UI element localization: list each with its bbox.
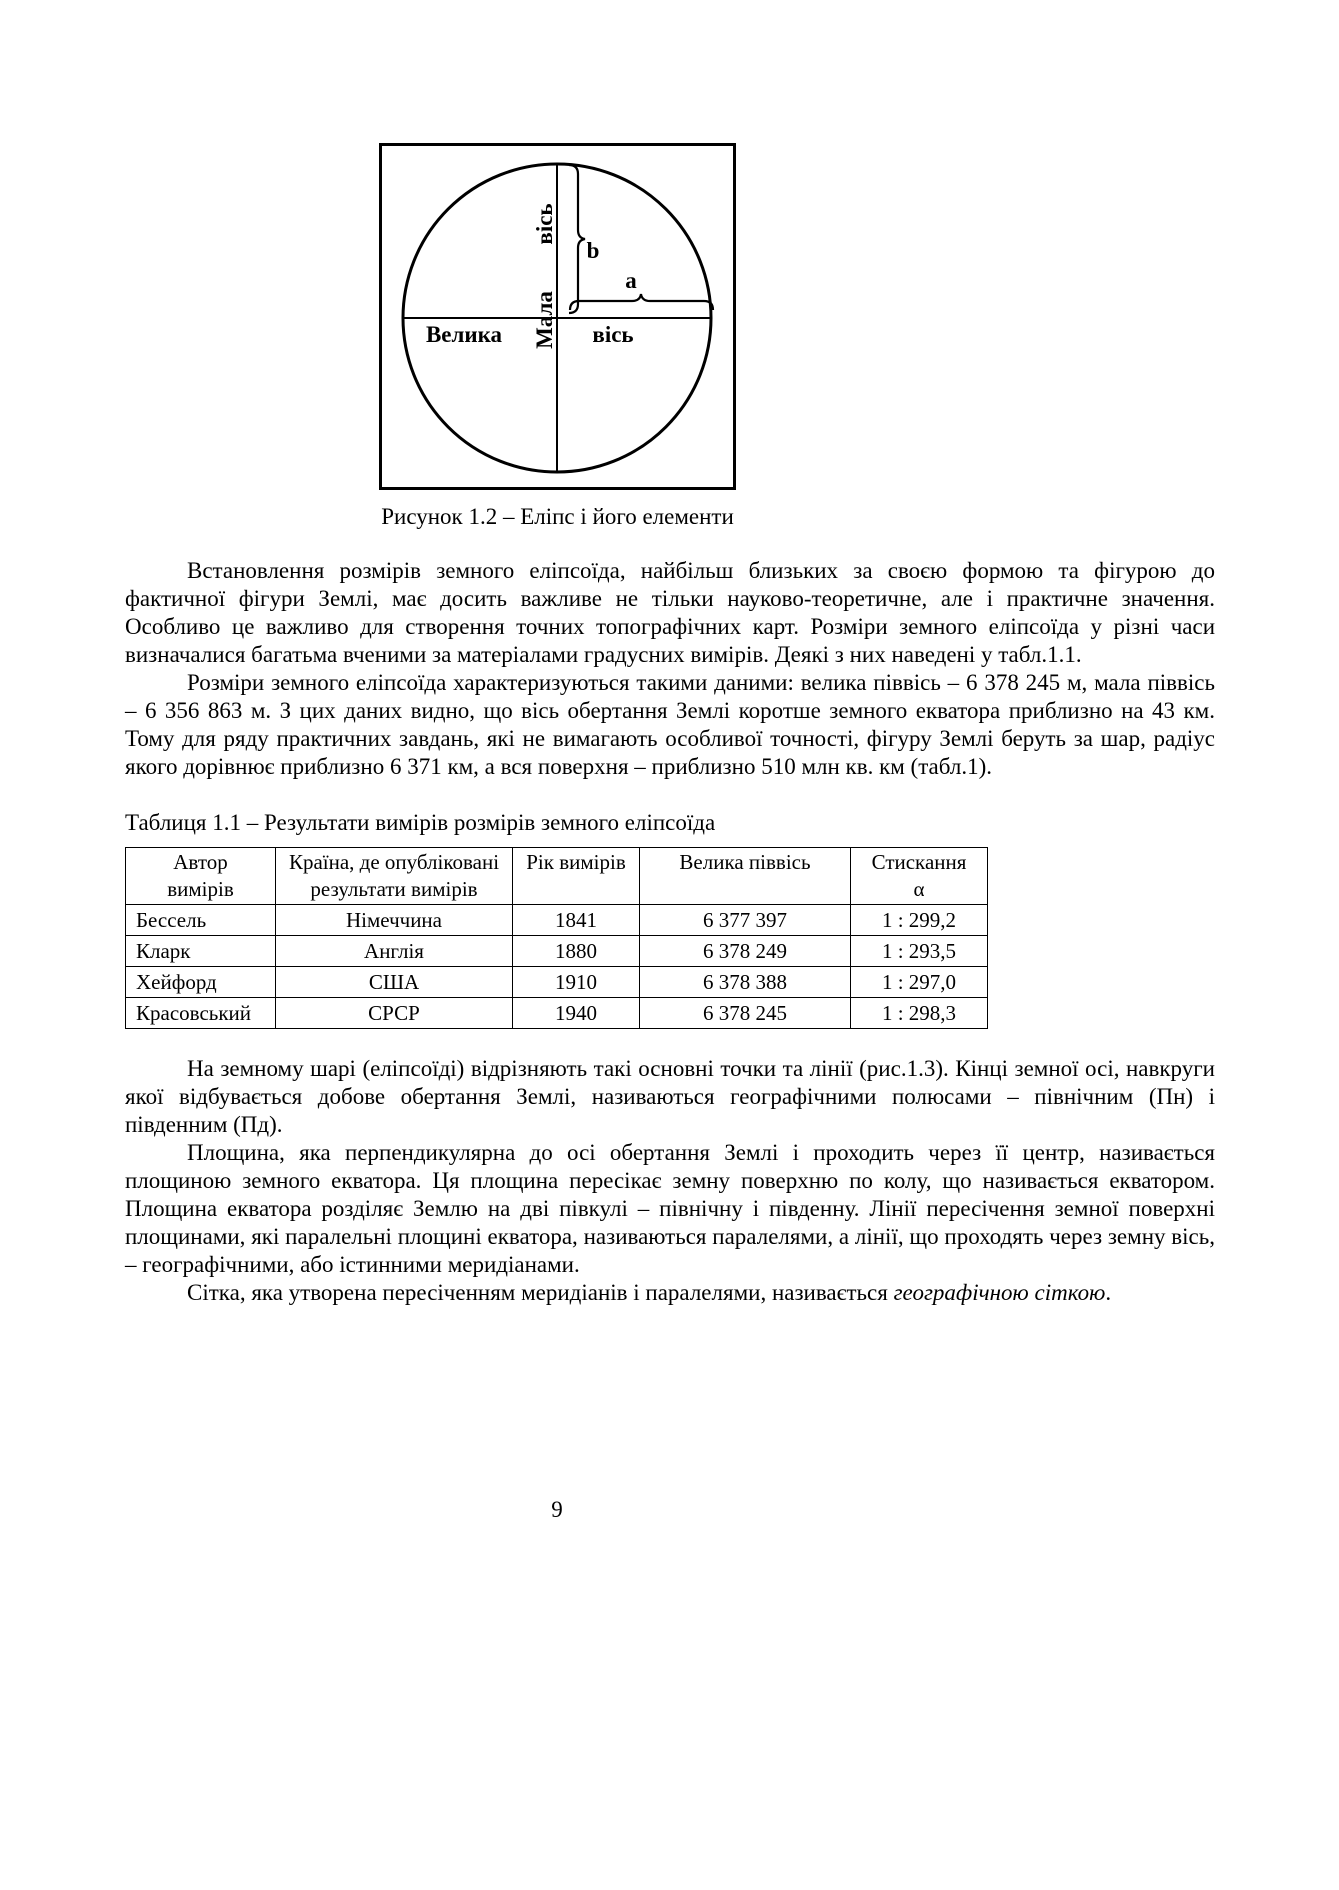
col-header-author-line1: Автор	[173, 850, 228, 874]
cell-flattening: 1 : 299,2	[851, 905, 988, 936]
cell-flattening: 1 : 293,5	[851, 936, 988, 967]
paragraph-1: Встановлення розмірів земного еліпсоїда, найбільш близьких за своєю формою та фігурою до фактичної фігури Землі, має досить важливе не тільки науково-теоретичне, але і практичне значення. Особливо це важливо для створення точних топографічних карт. Розміри земного еліпсоїда у різні часи визначалися багатьма вченими за матеріалами градусних вимірів. Деякі з них наведені у табл.1.1.	[125, 558, 1215, 667]
paragraph-5-italic-term: географічною сіткою	[893, 1280, 1106, 1305]
minor-axis-label-lower: Мала	[532, 291, 557, 349]
cell-author: Бессель	[126, 905, 276, 936]
paragraph-5-text: Сітка, яка утворена пересіченням меридіанів і паралелями, називається	[187, 1280, 894, 1305]
brace-a	[570, 294, 713, 310]
paragraph-5-period: .	[1105, 1280, 1112, 1305]
table-header-row	[126, 848, 988, 905]
semi-major-label-a: a	[625, 268, 637, 293]
table-row	[126, 967, 988, 998]
table-caption: Таблиця 1.1 – Результати вимірів розмірів земного еліпсоїда	[125, 810, 716, 835]
measurements-table	[125, 847, 988, 1029]
col-header-year-line1: Рік вимірів	[526, 850, 626, 874]
table-row	[126, 936, 988, 967]
col-header-semiaxis-line1: Велика піввісь	[679, 850, 811, 874]
cell-country: СРСР	[276, 998, 513, 1029]
paragraph-4: Площина, яка перпендикулярна до осі обертання Землі і проходить через її центр, називається площиною земного екватора. Ця площина пересікає земну поверхню по колу, що називається екватором. Площина екватора розділяє Землю на дві півкулі – північну і південну. Лінії пересічення земної поверхні площинами, які паралельні площині екватора, називаються паралелями, а лінії, що проходять через земну вісь, – географічними, або істинними меридіанами.	[125, 1140, 1215, 1277]
col-header-country	[276, 848, 513, 905]
col-header-country-line1: Країна, де опубліковані	[288, 850, 500, 874]
col-header-year	[513, 848, 640, 905]
cell-year: 1880	[513, 936, 640, 967]
cell-country: Англія	[276, 936, 513, 967]
cell-flattening: 1 : 298,3	[851, 998, 988, 1029]
ellipse-figure-frame	[379, 143, 736, 490]
figure-block	[379, 143, 736, 530]
cell-country: США	[276, 967, 513, 998]
minor-axis-label-upper: вісь	[532, 203, 557, 245]
cell-semiaxis: 6 378 245	[640, 998, 851, 1029]
col-header-flattening-line1: Стискання	[871, 850, 967, 874]
col-header-author-line2: вимірів	[167, 877, 234, 901]
major-axis-label-left: Велика	[425, 322, 503, 347]
cell-year: 1841	[513, 905, 640, 936]
cell-country: Німеччина	[276, 905, 513, 936]
cell-year: 1940	[513, 998, 640, 1029]
cell-author: Красовський	[126, 998, 276, 1029]
cell-semiaxis: 6 377 397	[640, 905, 851, 936]
figure-caption: Рисунок 1.2 – Еліпс і його елементи	[381, 504, 734, 529]
cell-author: Хейфорд	[126, 967, 276, 998]
semi-minor-label-b: b	[586, 238, 600, 263]
col-header-flattening	[851, 848, 988, 905]
major-axis-label-right: вісь	[592, 322, 634, 347]
col-header-country-line2: результати вимірів	[310, 877, 478, 901]
col-header-flattening-line2: α	[913, 877, 925, 901]
col-header-semiaxis	[640, 848, 851, 905]
paragraph-2: Розміри земного еліпсоїда характеризуються такими даними: велика піввісь – 6 378 245 м, мала піввісь – 6 356 863 м. З цих даних видно, що вісь обертання Землі коротше земного екватора приблизно на 43 км. Тому для ряду практичних завдань, які не вимагають особливої точності, фігуру Землі беруть за шар, радіус якого дорівнює приблизно 6 371 км, а вся поверхня – приблизно 510 млн кв. км (табл.1).	[125, 670, 1215, 779]
paragraph-5	[125, 1279, 1215, 1307]
cell-flattening: 1 : 297,0	[851, 967, 988, 998]
page-number: 9	[551, 1497, 563, 1522]
brace-b	[569, 165, 585, 313]
cell-semiaxis: 6 378 388	[640, 967, 851, 998]
col-header-author	[126, 848, 276, 905]
ellipse-diagram	[382, 146, 733, 487]
paragraph-3: На земному шарі (еліпсоїді) відрізняють такі основні точки та лінії (рис.1.3). Кінці земної осі, навкруги якої відбувається добове обертання Землі, називаються географічними полюсами – північним (Пн) і південним (Пд).	[125, 1056, 1215, 1137]
cell-semiaxis: 6 378 249	[640, 936, 851, 967]
table-row	[126, 905, 988, 936]
table-row	[126, 998, 988, 1029]
cell-year: 1910	[513, 967, 640, 998]
cell-author: Кларк	[126, 936, 276, 967]
